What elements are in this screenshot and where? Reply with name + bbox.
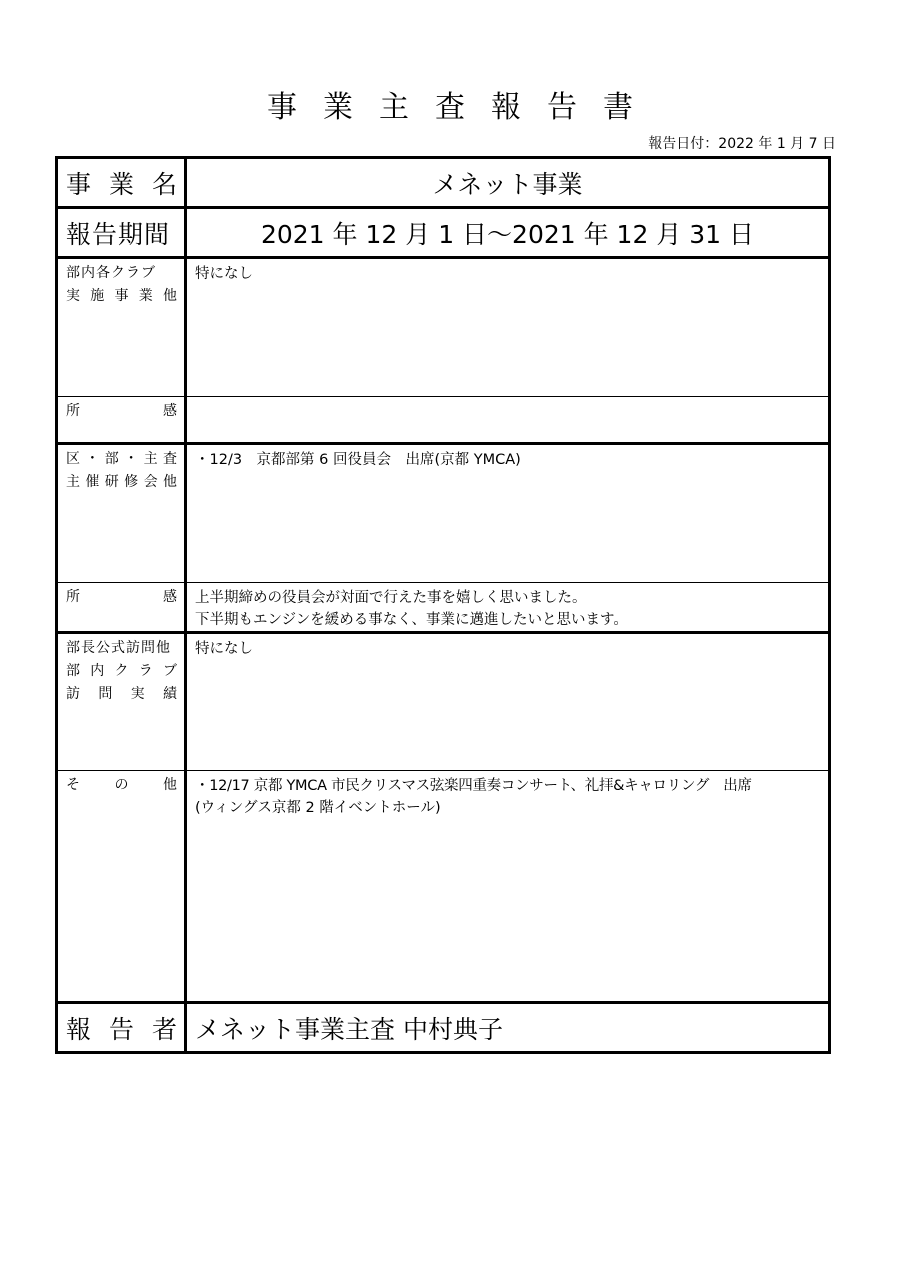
content-line: (ウィングス京都 2 階イベントホール): [195, 800, 441, 816]
content-line: ・12/3 京都部第 6 回役員会 出席(京都 YMCA): [195, 452, 521, 468]
report-period-label: 報告期間: [57, 208, 186, 258]
impression-content-1: [186, 397, 830, 444]
label-line: 部 内 ク ラ ブ: [66, 663, 178, 679]
other-label: [57, 771, 186, 1003]
label-line: 実 施 事 業 他: [66, 288, 178, 304]
impression-row-2: [57, 583, 830, 633]
other-row: [57, 771, 830, 1003]
report-period-row: [57, 208, 830, 258]
label-line: 部長公式訪問他: [66, 640, 171, 656]
label-line: 訪 問 実 績: [66, 686, 178, 702]
reporter-label: 報告者: [57, 1003, 186, 1053]
section-club-activities-label: [57, 258, 186, 397]
section-visits-row: [57, 633, 830, 771]
business-name-row: [57, 158, 830, 208]
label-line: 所 感: [66, 589, 178, 605]
section-visits-content: [186, 633, 830, 771]
label-line: そ の 他: [66, 777, 178, 793]
content-line: 下半期もエンジンを緩める事なく、事業に邁進したいと思います。: [195, 612, 628, 628]
content-line: 上半期締めの役員会が対面で行えた事を嬉しく思いました。: [195, 590, 587, 606]
report-period-value: 2021 年 12 月 1 日～2021 年 12 月 31 日: [186, 208, 830, 258]
label-line: 部内各クラブ: [66, 265, 156, 281]
content-line: 特になし: [195, 266, 253, 282]
section-seminars-row: [57, 444, 830, 583]
section-seminars-content: [186, 444, 830, 583]
business-name-label: 事業名: [57, 158, 186, 208]
section-visits-label: [57, 633, 186, 771]
report-table: [55, 156, 831, 1054]
content-line: ・12/17 京都 YMCA 市民クリスマス弦楽四重奏コンサート、礼拝&キャロリング 出席: [195, 778, 752, 794]
label-line: 所 感: [66, 403, 178, 419]
reporter-row: [57, 1003, 830, 1053]
report-date: 報告日付：2022 年 1 月 7 日: [648, 136, 836, 152]
impression-label-1: [57, 397, 186, 444]
section-club-activities-content: [186, 258, 830, 397]
section-seminars-label: [57, 444, 186, 583]
impression-content-2: [186, 583, 830, 633]
impression-row-1: [57, 397, 830, 444]
section-club-activities-row: [57, 258, 830, 397]
other-content: [186, 771, 830, 1003]
impression-label-2: [57, 583, 186, 633]
document-title: 事業主査報告書: [267, 90, 659, 125]
label-line: 区 ・ 部 ・ 主 査: [66, 451, 178, 467]
reporter-value: メネット事業主査 中村典子: [186, 1003, 830, 1053]
content-line: 特になし: [195, 641, 253, 657]
business-name-value: メネット事業: [186, 158, 830, 208]
label-line: 主 催 研 修 会 他: [66, 474, 178, 490]
